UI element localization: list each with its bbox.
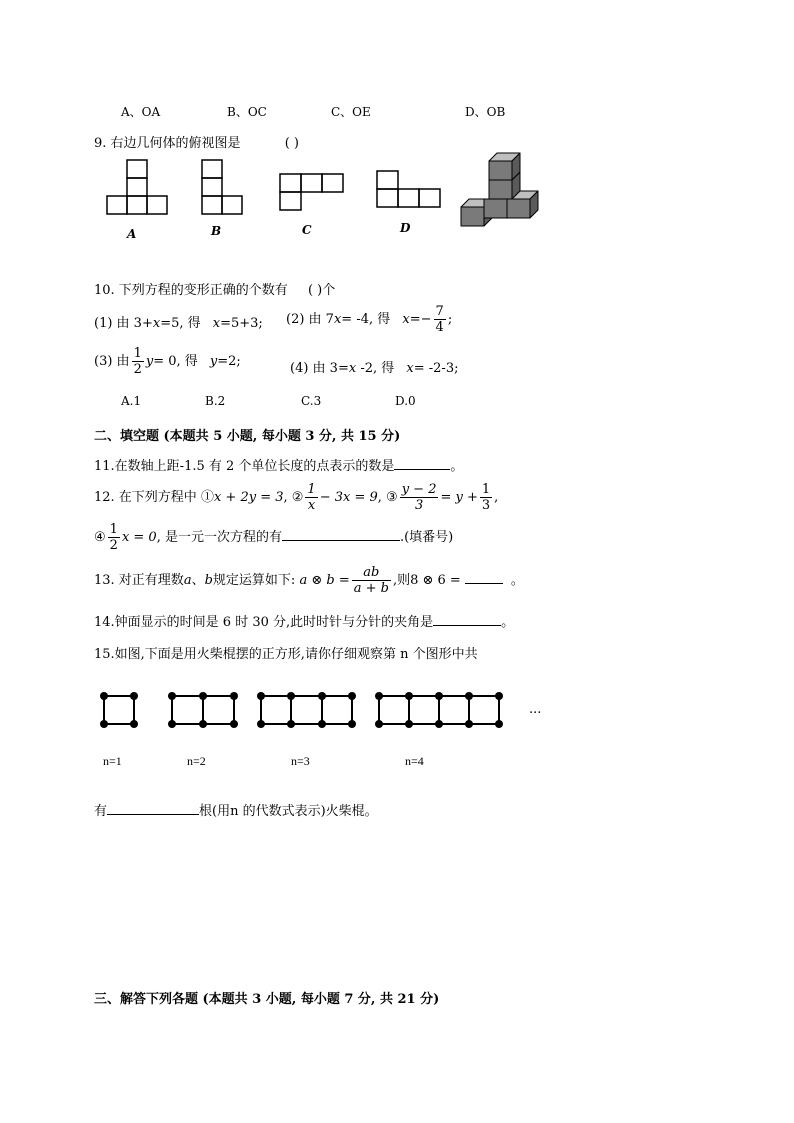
q13-operation-lhs: a ⊗ b = [299,573,350,588]
q10-option-c: C.3 [301,394,322,408]
q12-equation-4-fraction: $\frac{1}{2}$ [109,522,118,553]
q12-question: 12. 在下列方程中 ①x + 2y = 3, ② $\frac{1}{x}$ − 3x = 9, ③ $\frac{y - 2}{3}$ = y + $\frac{1}{3}$ , [94,482,499,513]
q10-item-1-res: =5+3; [220,316,263,331]
q15-question: 15.如图,下面是用火柴棍摆的正方形,请你仔细观察第 n 个图形中共 [94,647,478,662]
q12-equation-4-rest: x = 0 [121,530,157,545]
q10-item-2-fraction: $\frac{7}{4}$ [435,304,444,335]
q12-equation-3-fraction: $\frac{y - 2}{3}$ [401,482,437,513]
q12-equation-1: x + 2y = 3 [213,490,284,505]
q10-item-3-fraction: $\frac{1}{2}$ [133,346,142,377]
q8-option-b: B、OC [227,105,267,119]
q15-label-n2: n=2 [187,754,206,768]
q10-item-2-var: x [333,312,342,327]
q10-option-d: D.0 [395,394,416,408]
q10-item-2-post: = -4, 得 [341,312,391,327]
q8-option-d: D、OB [465,105,506,119]
q15-label-n1: n=1 [103,754,122,768]
q9-text: 9. 右边几何体的俯视图是 [94,136,241,151]
q10-item-2-res: =− [409,312,432,327]
q9-label-d: D [400,221,411,235]
q12-equation-2-fraction: $\frac{1}{x}$ [307,482,316,513]
q10-item-1-var: x [152,316,161,331]
q10-text: 10. 下列方程的变形正确的个数有 [94,283,288,298]
q9-answer-paren: ( ) [284,136,299,151]
q9-label-c: C [302,223,312,237]
q10-item-2-res-var: x [402,312,410,327]
q10-option-b: B.2 [205,394,226,408]
q12-equation-3-fraction-2: $\frac{1}{3}$ [481,482,491,513]
section-3-title: 三、解答下列各题 (本题共 3 小题, 每小题 7 分, 共 21 分) [94,992,440,1007]
q15-answer-blank[interactable] [107,800,199,815]
q10-item-1-res-var: x [212,316,221,331]
q8-option-c: C、OE [331,105,371,119]
q12-lead: 12. 在下列方程中 ① [94,490,214,505]
q10-item-2: (2) 由 7x= -4, 得 x=− $\frac{7}{4}$ ; [286,304,453,335]
q11-text: 11.在数轴上距-1.5 有 2 个单位长度的点表示的数是 [94,459,395,474]
q10-answer-paren: ( )个 [307,283,336,298]
q15-label-n4: n=4 [405,754,424,768]
section-2-title: 二、填空题 (本题共 5 小题, 每小题 3 分, 共 15 分) [94,429,401,444]
q15-figure-n3 [261,696,352,724]
q10-item-3-pre: (3) 由 [94,354,130,369]
q10-option-a: A.1 [121,394,142,408]
q9-label-a: A [127,227,137,241]
q15-figure-n2 [172,696,234,724]
q11-question: 11.在数轴上距-1.5 有 2 个单位长度的点表示的数是 。 [94,455,463,474]
q10-item-4: (4) 由 3=x -2, 得 x= -2-3; [290,361,459,376]
q15-ellipsis: ... [529,702,542,717]
q15-figure-n1 [104,696,134,724]
q14-question: 14.钟面显示的时间是 6 时 30 分,此时时针与分针的夹角是 。 [94,611,514,630]
q15-figure-n4 [379,696,499,724]
q12-question-line-2: ④ $\frac{1}{2}$ x = 0, 是一元一次方程的有 .(填番号) [94,522,454,553]
q15-label-n3: n=3 [291,754,310,768]
q10-item-1-pre: (1) 由 3+ [94,316,153,331]
q9-label-b: B [211,224,222,238]
q10-item-2-pre: (2) 由 7 [286,312,334,327]
q15-answer-line: 有 根(用n 的代数式表示)火柴棍。 [94,800,378,819]
q10-item-1-post: =5, 得 [160,316,201,331]
q12-equation-2-rest: − 3x = 9 [319,490,378,505]
q13-question: 13. 对正有理数a、b规定运算如下: a ⊗ b = $\frac{ab}{a + b}$ ,则8 ⊗ 6 = 。 [94,565,524,596]
q8-option-a: A、OA [121,105,161,119]
q10-item-3: (3) 由 $\frac{1}{2}$ y= 0, 得 y=2; [94,346,241,377]
q13-operation-fraction: $\frac{ab}{a + b}$ [353,565,389,596]
